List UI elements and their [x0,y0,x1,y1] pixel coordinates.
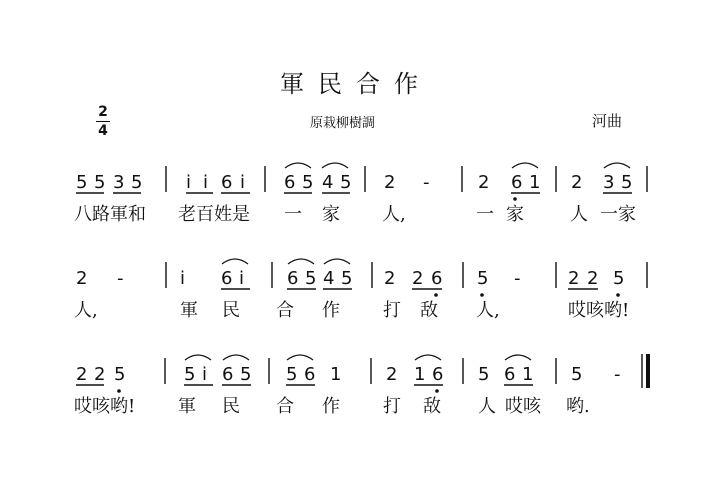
note: 2 [94,364,106,385]
lyric: 一 [284,204,302,225]
lyric: 八路軍和 [74,204,146,225]
note: 6 [287,268,299,289]
lyric: 合 [276,300,294,321]
slur [322,163,348,168]
note: 4 [322,172,334,193]
note: 5 [131,172,143,193]
lyric: 家 [322,204,340,225]
note: 2 [386,364,398,385]
time-signature-bottom: 4 [98,123,108,139]
note: 2 [478,172,490,193]
note: 5 [184,364,196,385]
note: 6 [304,364,316,385]
note: 2 [384,268,396,289]
lyric: 敌 [420,300,438,321]
slur [505,355,531,360]
lyric: 家 [506,204,524,225]
note: 6 [511,172,523,193]
slur [288,259,314,264]
note: 5 [613,268,625,289]
note: 2 [587,268,599,289]
note: 4 [323,268,335,289]
note: - [514,268,521,289]
lyric: 敌 [423,396,441,417]
lyric: 人, [382,204,406,225]
note: 3 [113,172,125,193]
lyric: 老百姓是 [178,204,250,225]
slur [285,163,311,168]
time-signature-rule [96,121,110,122]
lyric: 一家 [600,204,636,225]
note: 5 [571,364,583,385]
note: 1 [529,172,541,193]
lyric: 打 [383,300,401,321]
slur [287,355,313,360]
note: 6 [221,172,233,193]
song-subtitle: 原栽柳樹調 [310,116,376,131]
lyric: 作 [322,396,340,417]
lyric: 哟. [566,396,590,417]
note: 5 [114,364,126,385]
note: 2 [76,364,88,385]
note: 5 [76,172,88,193]
note: i [186,172,192,193]
note: 2 [568,268,580,289]
slur [512,163,538,168]
notation-row-1 [0,160,712,200]
note: 6 [432,364,444,385]
note: 5 [478,364,490,385]
note: i [240,172,246,193]
note: 3 [603,172,615,193]
note: 2 [76,268,88,289]
lyric: 軍 [180,300,198,321]
note: i [202,364,208,385]
notation-row-3 [0,352,712,392]
final-bar-thick [646,354,650,388]
lyric: 人, [74,300,98,321]
time-signature-top: 2 [98,104,108,120]
note: 5 [305,268,317,289]
lyric: 哎咳哟! [568,300,630,321]
score-row-1 [0,160,712,230]
slur [324,259,350,264]
lyric: 一 [476,204,494,225]
lyric: 人, [476,300,500,321]
note: 6 [221,268,233,289]
note: 5 [621,172,633,193]
note: - [423,172,430,193]
note: 6 [222,364,234,385]
slur [222,259,248,264]
note: 5 [340,172,352,193]
lyric: 軍 [178,396,196,417]
lyric: 合 [276,396,294,417]
note: 1 [330,364,342,385]
lyric: 作 [322,300,340,321]
slur [415,355,441,360]
song-title: 軍民合作 [280,70,432,98]
note: - [614,364,621,385]
note: 6 [284,172,296,193]
lyric: 哎咳哟! [74,396,136,417]
time-signature [94,104,112,139]
note: 5 [94,172,106,193]
note: 5 [341,268,353,289]
song-origin: 河曲 [592,112,623,130]
lyric: 人 [570,204,588,225]
note: 1 [414,364,426,385]
lyric: 哎咳 [505,396,541,417]
note: i [180,268,186,289]
slur [223,355,249,360]
lyric: 人 [478,396,496,417]
lyric: 打 [383,396,401,417]
slur [185,355,211,360]
note: 1 [522,364,534,385]
lyric: 民 [222,396,240,417]
note: 2 [571,172,583,193]
note: 5 [286,364,298,385]
note: 6 [504,364,516,385]
lyric: 民 [222,300,240,321]
note: i [239,268,245,289]
note: - [117,268,124,289]
note: 2 [384,172,396,193]
note: i [203,172,209,193]
note: 5 [240,364,252,385]
note: 5 [477,268,489,289]
note: 6 [431,268,443,289]
note: 2 [412,268,424,289]
slur [604,163,630,168]
score-row-2 [0,256,712,326]
note: 5 [302,172,314,193]
notation-row-2 [0,256,712,296]
score-row-3 [0,352,712,422]
